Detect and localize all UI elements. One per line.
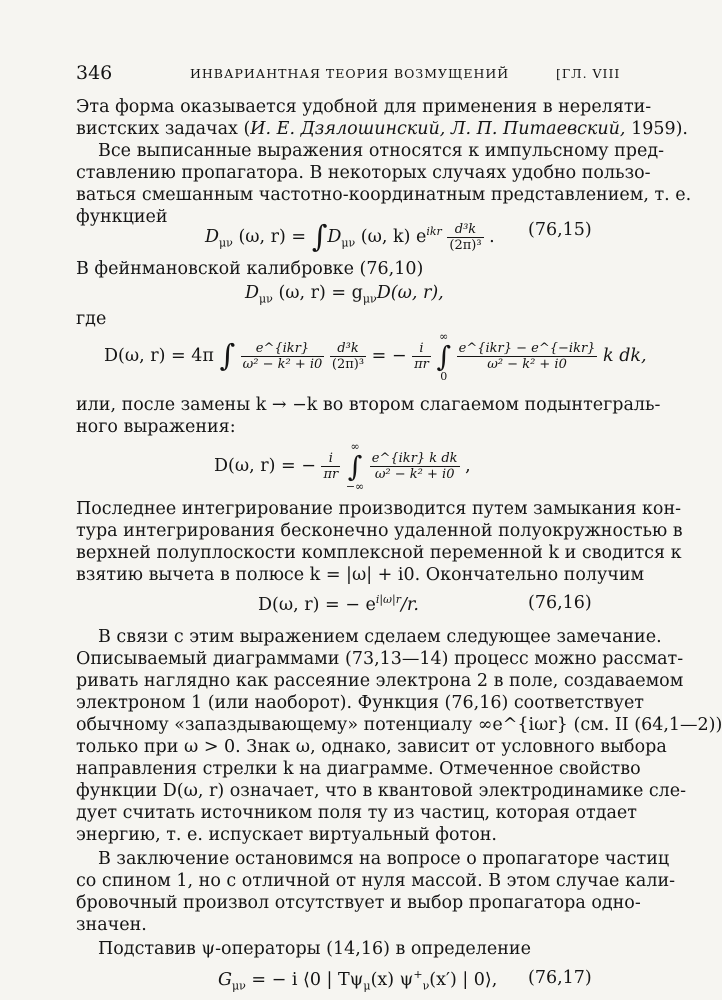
eq-subscript: μ	[363, 979, 371, 993]
page-number: 346	[76, 62, 113, 84]
paragraph-6-line-9: дует считать источником поля ту из частиц, которая отдает	[76, 803, 637, 823]
integral-with-limits	[436, 331, 451, 383]
equation-76-16	[258, 593, 419, 615]
integral-sign: ∫	[219, 338, 236, 374]
word-where: где	[76, 309, 107, 329]
equation-76-15	[205, 212, 495, 255]
paragraph-5-line-2: тура интегрирования бесконечно удаленной полуокружностью в	[76, 521, 683, 541]
citation-year: 1959).	[625, 119, 688, 139]
fraction-denominator: ω² − k² + i0	[457, 356, 598, 372]
fraction	[447, 222, 483, 253]
upper-limit: ∞	[350, 439, 360, 453]
integral-sign: ∫	[436, 339, 452, 373]
paragraph-2-line-1: Все выписанные выражения относятся к импульсному пред-	[98, 141, 665, 161]
equation-D-full-line	[214, 436, 471, 496]
paragraph-6-line-6: только при ω > 0. Знак ω, однако, зависит от условного выбора	[76, 737, 667, 757]
eq-end: /r.	[401, 594, 419, 615]
equation-76-17	[218, 968, 497, 992]
eq-args: (ω, r) = g	[278, 283, 363, 303]
text-span: вистских задачах (	[76, 119, 251, 139]
paragraph-7-line-1: В заключение остановимся на вопросе о пропагаторе частиц	[98, 849, 670, 869]
paragraph-6-line-2: Описываемый диаграммами (73,13—14) процесс можно рассмат-	[76, 649, 684, 669]
fraction-numerator: e^{ikr} k dk	[371, 451, 458, 466]
fraction-numerator: i	[419, 341, 424, 356]
paragraph-4-line-2: ного выражения:	[76, 417, 236, 437]
integral-sign: ∫	[347, 449, 363, 483]
equation-number-76-17: (76,17)	[528, 968, 592, 988]
eq-symbol: D	[327, 226, 342, 247]
paragraph-6-line-4: электроном 1 (или наоборот). Функция (76,16) соответствует	[76, 693, 644, 713]
paragraph-2-line-3: ваться смешанным частотно-координатным представлением, т. е.	[76, 185, 692, 205]
paragraph-6-line-7: направления стрелки k на диаграмме. Отмеченное свойство	[76, 759, 641, 779]
eq-rhs: = − i ⟨0 | Tψ	[251, 969, 364, 990]
eq-symbol: D	[245, 283, 260, 303]
integral-with-limits	[346, 441, 364, 493]
fraction	[457, 341, 598, 372]
paragraph-6-line-5: обычному «запаздывающему» потенциалу ∞e^{iωr} (см. II (64,1—2))	[76, 715, 722, 735]
paragraph-2-line-4: функцией	[76, 207, 168, 227]
paragraph-7-line-3: бровочный произвол отсутствует и выбор пропагатора одно-	[76, 893, 641, 913]
paragraph-4-line-1: или, после замены k → −k во втором слагаемом подынтеграль-	[76, 395, 661, 415]
paragraph-7-line-2: со спином 1, но с отличной от нуля массой. В этом случае кали-	[76, 871, 676, 891]
eq-subscript: μν	[259, 292, 273, 306]
running-title: ИНВАРИАНТНАЯ ТЕОРИЯ ВОЗМУЩЕНИЙ	[190, 66, 510, 81]
eq-symbol: G	[218, 969, 232, 990]
eq-subscript: μν	[219, 236, 233, 250]
eq-superscript: +	[413, 968, 423, 981]
upper-limit: ∞	[439, 329, 449, 343]
fraction-denominator: ω² − k² + i0	[242, 357, 323, 372]
paragraph-6-line-3: ривать наглядно как рассеяние электрона 2 в поле, создаваемом	[76, 671, 684, 691]
fraction	[321, 451, 340, 482]
paragraph-5-line-3: верхней полуплоскости комплексной переменной k и сводится к	[76, 543, 682, 563]
eq-lhs: D(ω, r) = −	[214, 456, 316, 476]
paragraph-7-line-4: значен.	[76, 915, 147, 935]
fraction-numerator: d³k	[337, 341, 359, 356]
paragraph-2-line-2: ставлению пропагатора. В некоторых случаях удобно пользо-	[76, 163, 651, 183]
eq-exponent: i|ω|r	[375, 593, 401, 606]
eq-args: (ω, r) =	[238, 226, 307, 247]
fraction-numerator: d³k	[454, 221, 477, 237]
eq-end: .	[489, 226, 495, 247]
integral-sign: ∫	[311, 219, 328, 255]
paragraph-6-line-10: энергию, т. е. испускает виртуальный фотон.	[76, 825, 497, 845]
fraction-denominator: πr	[323, 467, 339, 482]
fraction-numerator: e^{ikr}	[255, 341, 310, 356]
eq-args: (ω, k) e	[360, 226, 427, 247]
fraction	[370, 451, 460, 482]
equation-D-integral	[104, 326, 647, 386]
chapter-label: [ГЛ. VIII	[556, 66, 621, 81]
eq-end: ,	[465, 456, 471, 476]
page-header	[0, 62, 666, 86]
equation-number-76-15: (76,15)	[528, 220, 592, 240]
fraction	[412, 341, 431, 372]
eq-subscript: μν	[341, 236, 356, 250]
equation-number-76-16: (76,16)	[528, 593, 592, 613]
fraction-denominator: (2π)³	[331, 357, 365, 372]
eq-sign: = −	[371, 346, 407, 366]
paragraph-5-line-1: Последнее интегрирование производится путем замыкания кон-	[76, 499, 682, 519]
eq-mid: (x) ψ	[370, 969, 414, 990]
paragraph-6-line-8: функции D(ω, r) означает, что в квантовой электродинамике сле-	[76, 781, 687, 801]
paragraph-3-line: В фейнмановской калибровке (76,10)	[76, 259, 424, 279]
fraction-numerator: e^{ikr} − e^{−ikr}	[458, 341, 596, 356]
paragraph-1-line-2	[76, 118, 688, 140]
eq-symbol: D	[205, 226, 220, 247]
fraction-numerator: i	[328, 451, 333, 466]
fraction	[241, 341, 325, 372]
paragraph-5-line-4: взятию вычета в полюсе k = |ω| + i0. Окончательно получим	[76, 565, 645, 585]
eq-subscript: μν	[231, 979, 246, 993]
eq-subscript: ν	[422, 979, 430, 993]
eq-exponent: ikr	[426, 225, 442, 238]
lower-limit: 0	[440, 369, 448, 383]
paragraph-1-line-1: Эта форма оказывается удобной для применения в нереляти-	[76, 97, 652, 117]
paragraph-8-line: Подставив ψ-операторы (14,16) в определение	[98, 939, 531, 959]
eq-lhs: D(ω, r) = 4π	[104, 346, 214, 366]
equation-feynman-gauge	[245, 283, 444, 306]
fraction-denominator: (2π)³	[449, 237, 482, 253]
eq-rhs: D(ω, r),	[376, 283, 444, 303]
fraction-denominator: ω² − k² + i0	[370, 466, 460, 482]
eq-subscript: μν	[362, 292, 377, 306]
fraction-denominator: πr	[414, 357, 429, 372]
fraction	[330, 341, 366, 372]
eq-lhs: D(ω, r) = − e	[258, 594, 376, 615]
paragraph-6-line-1: В связи с этим выражением сделаем следующее замечание.	[98, 627, 662, 647]
eq-end: k dk,	[603, 346, 647, 366]
citation-authors: И. Е. Дзялошинский, Л. П. Питаевский,	[250, 119, 626, 139]
lower-limit: −∞	[345, 479, 365, 493]
eq-end: (x′) | 0⟩,	[429, 969, 498, 990]
